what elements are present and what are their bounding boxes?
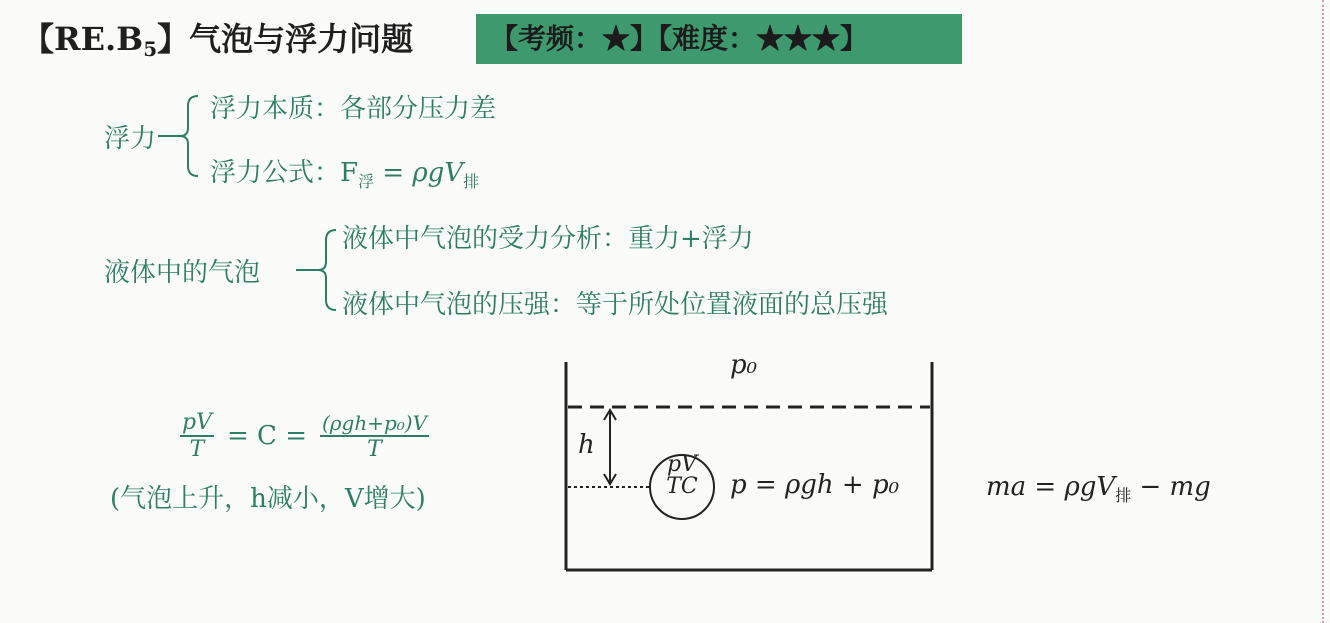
newton-equation: ma = ρgV$_排$ − mg [986, 472, 1211, 505]
difficulty-tag: 【考频：★】【难度：★★★】 [476, 14, 962, 64]
bubble-pressure-formula: p = ρgh + p₀ [730, 470, 900, 500]
bubble-pressure: 液体中气泡的压强：等于所处位置液面的总压强 [342, 290, 889, 320]
bubble-force: 液体中气泡的受力分析：重力+浮力 [342, 224, 754, 254]
bubble-label-top: pV [667, 452, 697, 477]
bubble-brace [296, 222, 346, 322]
bubble-label: 液体中的气泡 [104, 258, 261, 288]
gas-law-equation: $\frac{pV}{T}$ = C = (ρgh+p₀)V T [182, 410, 428, 462]
buoyancy-label: 浮力 [104, 124, 157, 154]
depth-label: h [578, 430, 595, 460]
buoyancy-essence: 浮力本质：各部分压力差 [210, 94, 497, 124]
container-diagram [560, 356, 940, 576]
gas-law-note: (气泡上升，h减小，V增大) [110, 484, 426, 514]
atmospheric-pressure-label: p₀ [730, 350, 758, 380]
page-edge-dots [1322, 0, 1324, 623]
buoyancy-brace [158, 88, 208, 188]
page-title: 【$RE.B_5$】气泡与浮力问题 [22, 20, 414, 61]
buoyancy-formula: 浮力公式：$F_浮 = \rho gV_排$ [210, 158, 480, 191]
bubble-label-bottom: TC [666, 474, 698, 499]
